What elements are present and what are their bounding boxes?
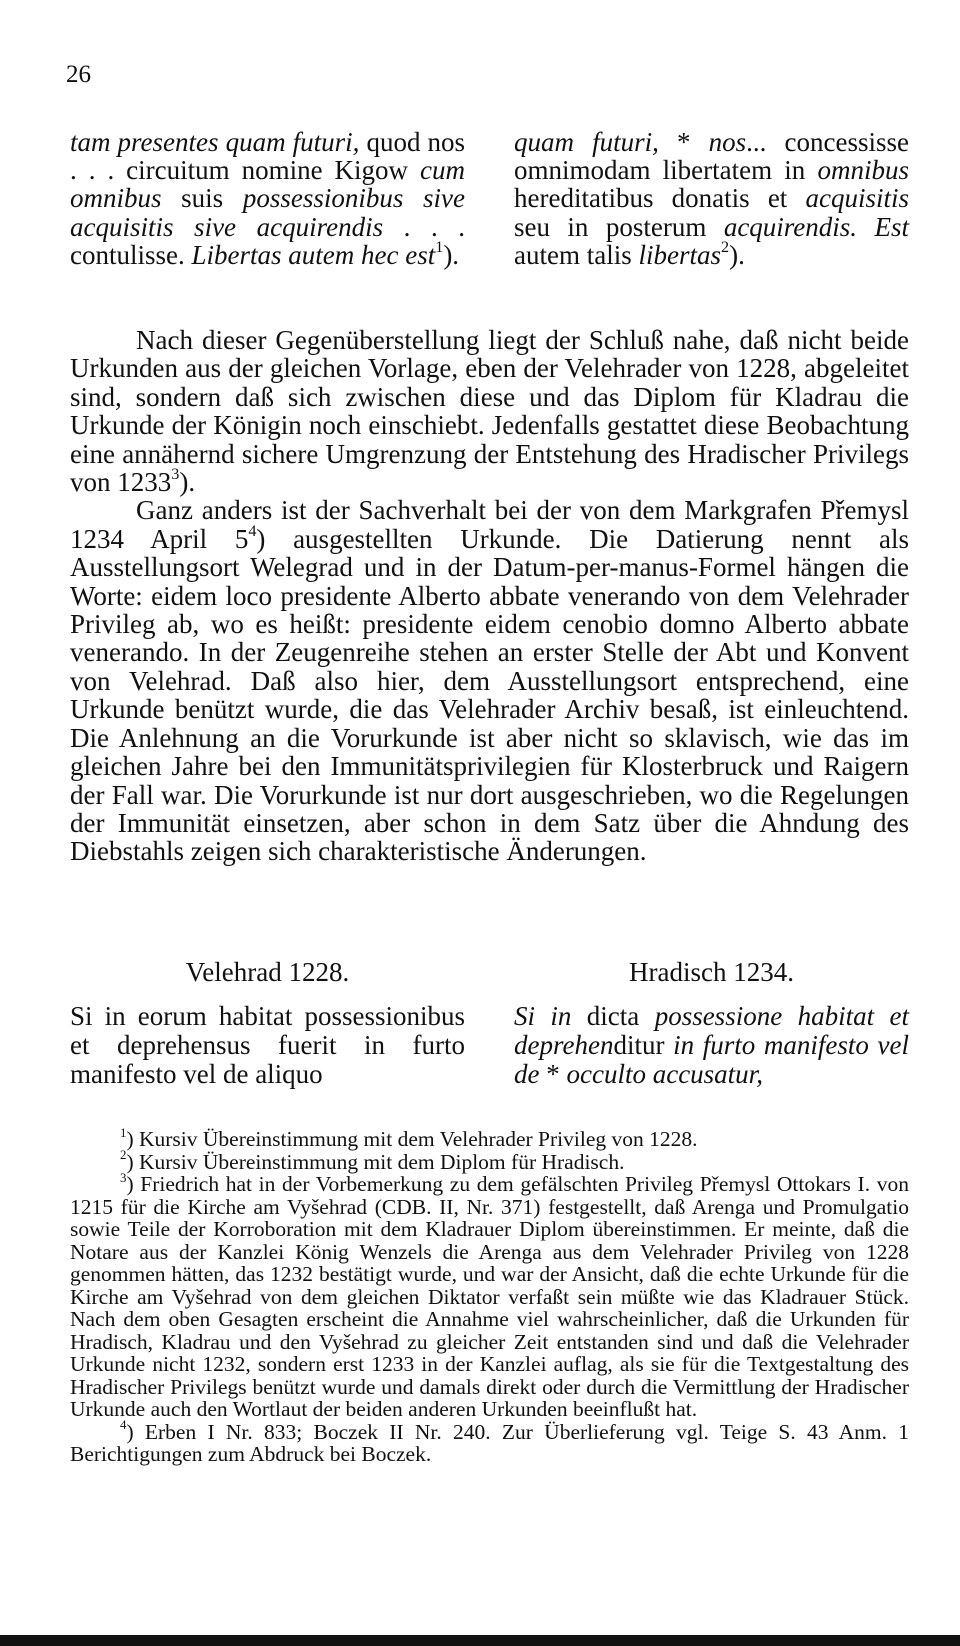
footnote: $^1$) Kursiv Übereinstimmung mit dem Velehrader Privileg von 1228.: [120, 1125, 698, 1151]
quote-right-column: [514, 128, 909, 269]
footnotes: [70, 1125, 909, 1466]
text-comparison: [70, 1002, 909, 1089]
heading-velehrad: Velehrad 1228.: [185, 957, 350, 987]
footnote: $^3$) Friedrich hat in der Vorbemerkung zu dem gefälschten Privileg Přemysl Ottokars I. von 1215 für die Kirche am Vyšehrad (CDB. II, Nr. 371) festgestellt, daß Arenga und Promulgatio sowie Teile der Korroboration mit dem Kladrauer Diplom übereinstimmen. Er meinte, daß die Notare aus der Kanzlei König Wenzels die Arenga aus dem Velehrader Privileg von 1228 genommen hätten, das 1232 bestätigt wurde, und war der Ansicht, daß die echte Urkunde für die Kirche am Vyšehrad von dem gleichen Diktator verfaßt sein müßte wie das Kladrauer Stück. Nach dem oben Gesagten erscheint die Annahme viel wahrscheinlicher, daß die Urkunden für Hradisch, Kladrau und den Vyšehrad zu gleicher Zeit entstanden sind und daß die Velehrader Urkunde nicht 1232, sondern erst 1233 in der Kanzlei auflag, als sie für die Textgestaltung des Hradischer Privilegs benützt wurde und damals direkt oder durch die Vermittlung der Hradischer Urkunde auch den Wortlaut der beiden anderen Urkunden beeinflußt hat.: [70, 1170, 909, 1421]
compare-left-text: Si in eorum habitat possessionibus et deprehensus fuerit in furto manifesto vel de aliquo: [70, 1001, 465, 1089]
body-text: [70, 326, 909, 866]
quote-left-text: tam presentes quam futuri, quod nos . . . circuitum nomine Kigow cum omnibus suis possessionibus sive acquisitis sive acquirendis . . . contulisse. Libertas autem hec est$^1$).: [70, 127, 465, 270]
footnote: $^4$) Erben I Nr. 833; Boczek II Nr. 240. Zur Überlieferung vgl. Teige S. 43 Anm. 1 Berichtigungen zum Abdruck bei Boczek.: [70, 1418, 909, 1466]
compare-left-column: [70, 1002, 465, 1089]
footnote: $^2$) Kursiv Übereinstimmung mit dem Diplom für Hradisch.: [120, 1148, 625, 1174]
body-paragraph: Nach dieser Gegenüberstellung liegt der Schluß nahe, daß nicht beide Urkunden aus der gleichen Vorlage, eben der Velehrader von 1228, abgeleitet sind, sondern daß sich zwischen diese und das Diplom für Kladrau die Urkunde der Königin noch einschiebt. Jedenfalls gestattet diese Beobachtung eine annähernd sichere Umgrenzung der Entstehung des Hradischer Privilegs von 1233$^3$).: [70, 325, 909, 498]
page-number: 26: [66, 61, 91, 88]
bottom-rule: [0, 1635, 960, 1646]
body-paragraph: Ganz anders ist der Sachverhalt bei der von dem Markgrafen Přemysl 1234 April $5^4$) ausgestellten Urkunde. Die Datierung nennt als Ausstellungsort Welegrad und in der Datum-per-manus-Formel hängen die Worte: eidem loco presidente Alberto abbate venerando von dem Velehrader Privileg ab, wo es heißt: presidente eidem cenobio domno Alberto abbate venerando. In der Zeugenreihe stehen an erster Stelle der Abt und Konvent von Velehrad. Daß also hier, dem Ausstellungsort entsprechend, eine Urkunde benützt wurde, die das Velehrader Archiv besaß, ist einleuchtend. Die Anlehnung an die Vorurkunde ist aber nicht so sklavisch, wie das im gleichen Jahre bei den Immunitätsprivilegien für Klosterbruck und Raigern der Fall war. Die Vorurkunde ist nur dort ausgeschrieben, wo die Regelungen der Immunität einsetzen, aber schon in dem Satz über die Ahndung des Diebstahls zeigen sich charakteristische Änderungen.: [70, 495, 909, 867]
heading-hradisch: Hradisch 1234.: [629, 957, 794, 987]
comparison-headings: [70, 957, 909, 987]
quote-comparison: [70, 128, 909, 269]
quote-left-column: [70, 128, 465, 269]
compare-right-column: [514, 1002, 909, 1089]
quote-right-text: quam futuri, * nos... concessisse omnimodam libertatem in omnibus hereditatibus donatis et acquisitis seu in posterum acquirendis. Est autem talis libertas$^2$).: [514, 127, 909, 270]
compare-right-text: Si in dicta possessione habitat et deprehenditur in furto manifesto vel de * occulto accusatur,: [514, 1001, 909, 1089]
